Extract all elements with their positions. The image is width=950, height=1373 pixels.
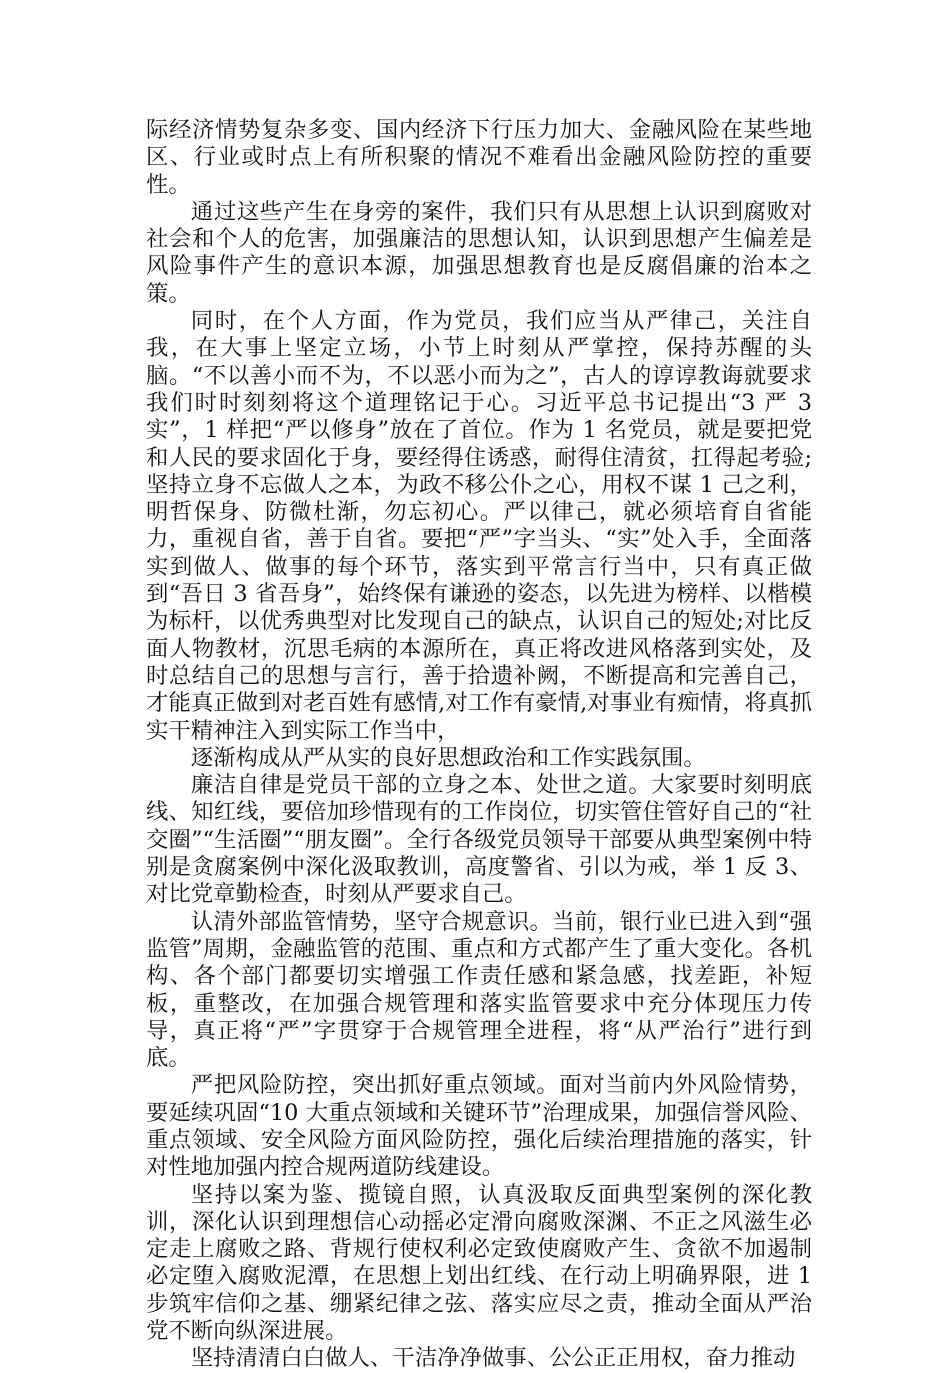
paragraph-self-discipline: 同时，在个人方面，作为党员，我们应当从严律己，关注自我，在大事上坚定立场，小节上时刻从严掌控，保持苏醒的头脑。“不以善小而不为，不以恶小而为之”，古人的谆谆教诲就要求我们时时刻刻将这个道理铭记于心。习近平总书记提出“3 严 3 实”，1 样把“严以修身”放在了首位。作为 1 名党员，就是要把党和人民的要求固化于身，要经得住诱惑，耐得住清贫，扛得起考验;坚持立身不忘做人之本，为政不移公仆之心，用权不谋 1 己之利，明哲保身、防微杜渐，勿忘初心。严以律己，就必须培育自省能力，重视自省，善于自省。要把“严”字当头、“实”处入手，全面落实到做人、做事的每个环节，落实到平常言行当中，只有真正做到“吾日 3 省吾身”，始终保有谦逊的姿态，以先进为榜样、以楷模为标杆，以优秀典型对比发现自己的缺点，认识自己的短处;对比反面人物教材，沉思毛病的本源所在，真正将改进风格落到实处，及时总结自己的思想与言行，善于拾遗补阙，不断提高和完善自己，才能真正做到对老百姓有感情,对工作有豪情,对事业有痴情，将真抓实干精神注入到实际工作当中， bbox=[146, 308, 812, 744]
paragraph-regulation: 认清外部监管情势，坚守合规意识。当前，银行业已进入到“强监管”周期，金融监管的范围、重点和方式都产生了重大变化。各机构、各个部门都要切实增强工作责任感和紧急感，找差距，补短板，重整改，在加强合规管理和落实监管要求中充分体现压力传导，真正将“严”字贯穿于合规管理全进程，将“从严治行”进行到底。 bbox=[146, 908, 812, 1072]
paragraph-atmosphere: 逐渐构成从严从实的良好思想政治和工作实践氛围。 bbox=[190, 744, 706, 771]
document-page bbox=[146, 117, 812, 1373]
paragraph-continuation: 际经济情势复杂多变、国内经济下行压力加大、金融风险在某些地区、行业或时点上有所积聚的情况不难看出金融风险防控的重要性。 bbox=[146, 117, 812, 198]
paragraph-conduct: 坚持清清白白做人、干洁净净做事、公公正正用权，奋力推动 bbox=[190, 1345, 796, 1372]
paragraph-integrity: 廉洁自律是党员干部的立身之本、处世之道。大家要时刻明底线、知红线，要倍加珍惜现有的工作岗位，切实管住管好自己的“社交圈”“生活圈”“朋友圈”。全行各级党员领导干部要从典型案例中特别是贪腐案例中深化汲取教训，高度警省、引以为戒，举 1 反 3、对比党章勤检查，时刻从严要求自己。 bbox=[146, 772, 812, 908]
paragraph-anti-corruption-awareness: 通过这些产生在身旁的案件，我们只有从思想上认识到腐败对社会和个人的危害，加强廉洁的思想认知，认识到思想产生偏差是风险事件产生的意识本源，加强思想教育也是反腐倡廉的治本之策。 bbox=[146, 198, 812, 307]
paragraph-lessons: 坚持以案为鉴、揽镜自照，认真汲取反面典型案例的深化教训，深化认识到理想信心动摇必定滑向腐败深渊、不正之风滋生必定走上腐败之路、背规行使权利必定致使腐败产生、贪欲不加遏制必定堕入腐败泥潭，在思想上划出红线、在行动上明确界限，进 1 步筑牢信仰之基、绷紧纪律之弦、落实应尽之责，推动全面从严治党不断向纵深进展。 bbox=[146, 1181, 812, 1345]
paragraph-risk-control: 严把风险防控，突出抓好重点领域。面对当前内外风险情势，要延续巩固“10 大重点领域和关键环节”治理成果，加强信誉风险、重点领域、安全风险方面风险防控，强化后续治理措施的落实，针对性地加强内控合规两道防线建设。 bbox=[146, 1072, 812, 1181]
